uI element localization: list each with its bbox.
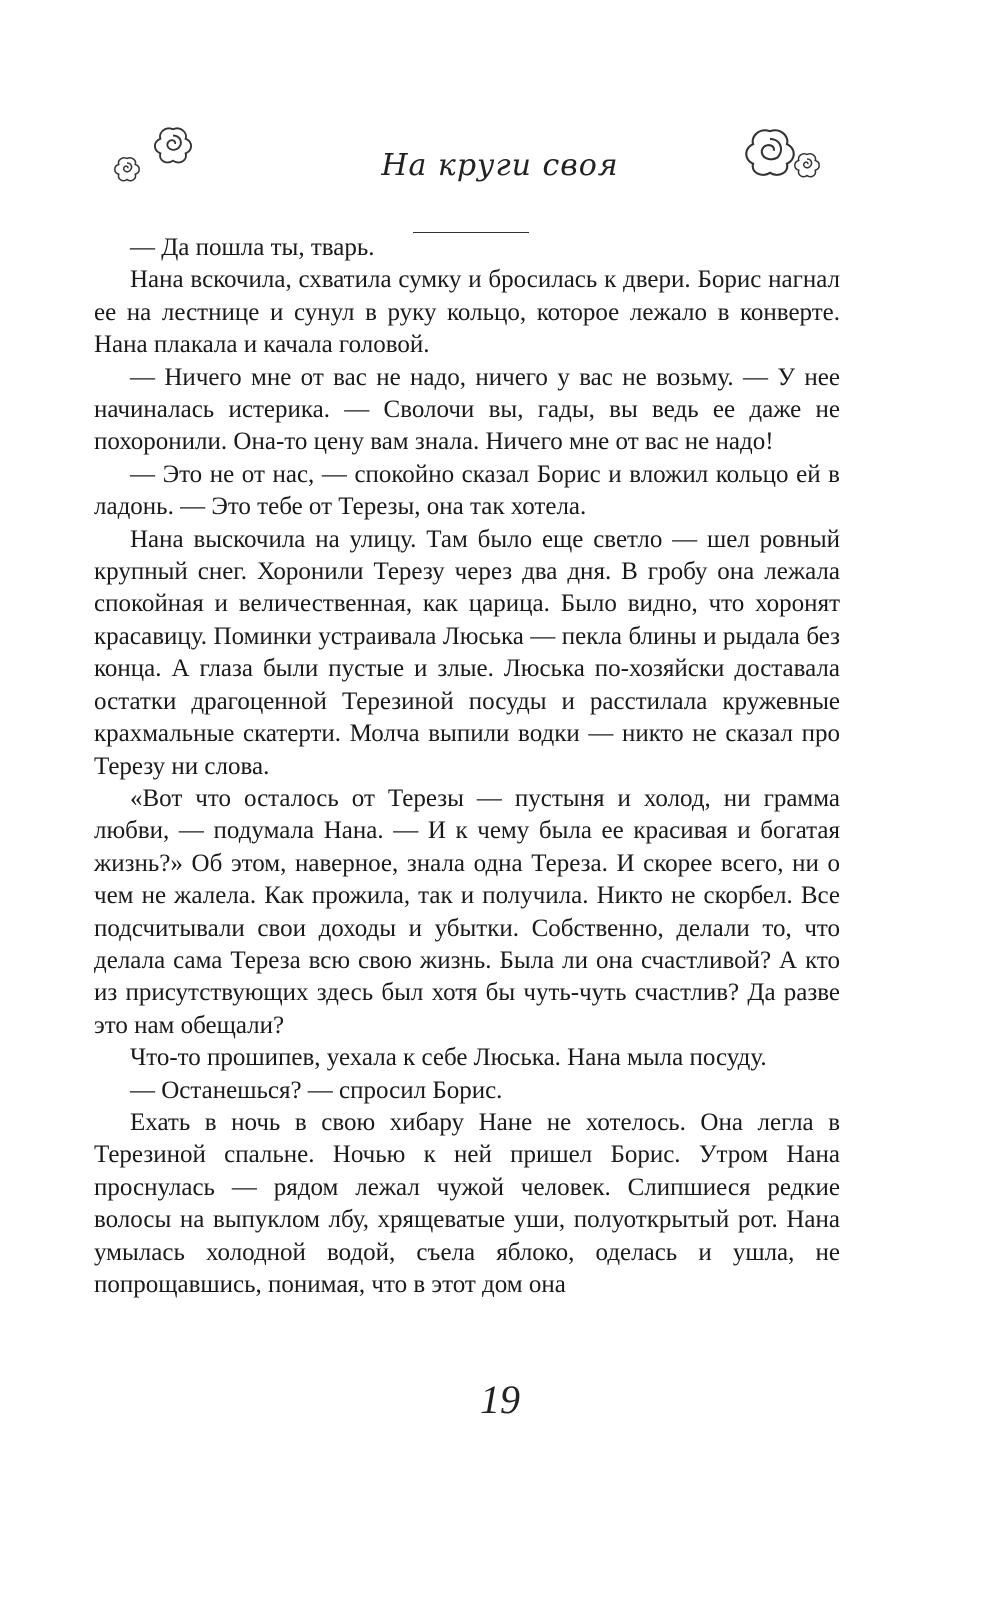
- paragraph: Что-то прошипев, уехала к себе Люська. Нана мыла посуду.: [130, 1044, 767, 1072]
- paragraph: Ехать в ночь в свою хибару Нане не хотелось. Она легла в Терезиной спальне. Ночью к ней пришел Борис. Утром Нана проснулась — рядом лежал чужой человек. Слипшиеся редкие волосы на выпуклом лбу, хрящеватые уши, полуоткрытый рот. Нана умылась холодной водой, съела яблоко, оделась и ушла, не попрощавшись, понимая, что в этот дом она: [94, 1108, 840, 1298]
- paragraph: — Да пошла ты, тварь.: [130, 234, 375, 261]
- body-text: [94, 232, 840, 1301]
- paragraph: — Это не от нас, — спокойно сказал Борис и вложил кольцо ей в ладонь. — Это тебе от Терезы, она так хотела.: [94, 460, 840, 521]
- page-number: 19: [480, 1377, 520, 1422]
- running-header: [0, 110, 1000, 250]
- paragraph: Нана вскочила, схватила сумку и бросилась к двери. Борис нагнал ее на лестнице и сунул в руку кольцо, которое лежало в конверте. Нана плакала и качала головой.: [94, 266, 840, 359]
- paragraph: «Вот что осталось от Терезы — пустыня и холод, ни грамма любви, — подумала Нана. — И к чему была ее красивая и богатая жизнь?» Об этом, наверное, знала одна Тереза. И скорее всего, ни о чем не жалела. Как прожила, так и получила. Никто не скорбел. Все подсчитывали свои доходы и убытки. Собственно, делали то, что делала сама Тереза всю свою жизнь. Была ли она счастливой? А кто из присутствующих здесь был хотя бы чуть-чуть счастлив? Да разве это нам обещали?: [94, 784, 840, 1039]
- paragraph: — Останешься? — спросил Борис.: [130, 1076, 503, 1104]
- running-title: На круги своя: [381, 148, 619, 183]
- paragraph: Нана выскочила на улицу. Там было еще светло — шел ровный крупный снег. Хоронили Терезу через два дня. В гробу она лежала спокойная и величественная, как царица. Было видно, что хоронят красавицу. Поминки устраивала Люська — пекла блины и рыдала без конца. А глаза были пустые и злые. Люська по-хозяйски доставала остатки драгоценной Терезиной посуды и расстилала кружевные крахмальные скатерти. Молча выпили водки — никто не сказал про Терезу ни слова.: [94, 525, 840, 780]
- paragraph: — Ничего мне от вас не надо, ничего у вас не возьму. — У нее начиналась истерика. — Сволочи вы, гады, вы ведь ее даже не похоронили. Она-то цену вам знала. Ничего мне от вас не надо!: [94, 363, 840, 456]
